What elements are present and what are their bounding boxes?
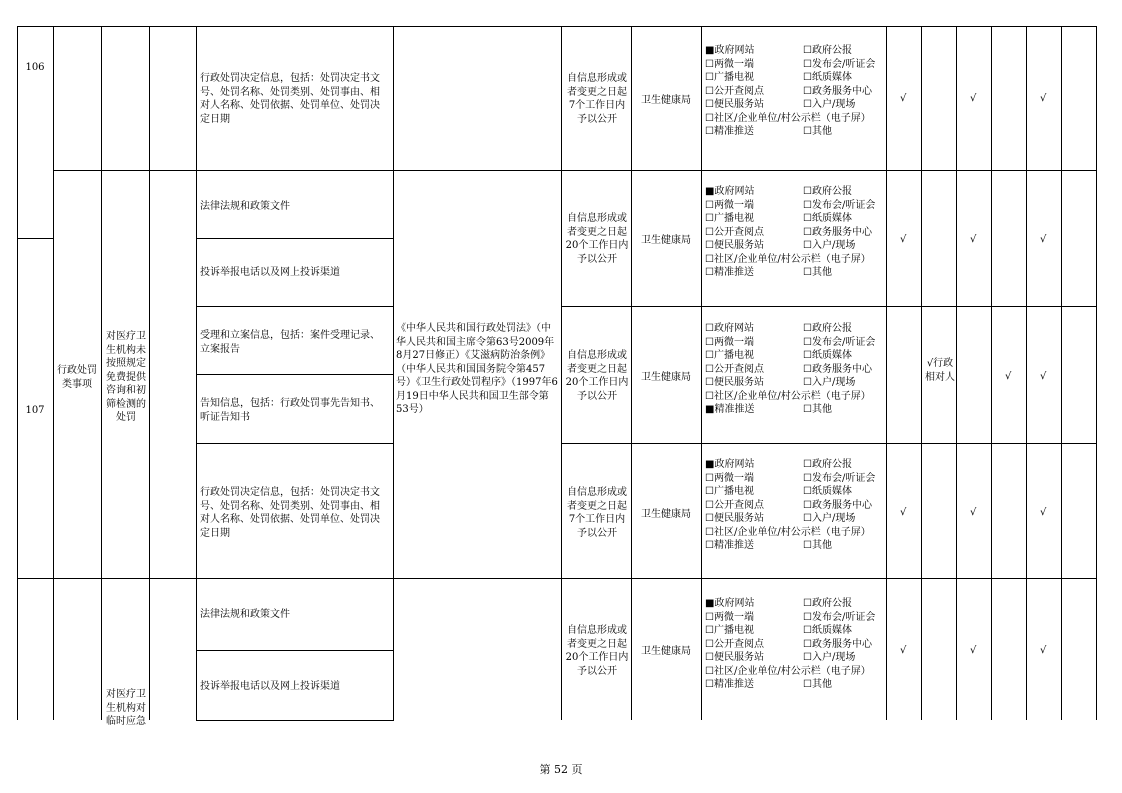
tick-mark: √ bbox=[900, 234, 907, 245]
tick-mark: √ bbox=[1040, 507, 1047, 518]
tick-mark: √ bbox=[970, 645, 977, 656]
row-107-item-name: 对医疗卫生机构未按照规定免费提供咨询和初筛检测的处罚 bbox=[106, 331, 146, 423]
row-107b-authority: 卫生健康局 bbox=[641, 372, 691, 383]
row-107a-authority: 卫生健康局 bbox=[641, 235, 691, 246]
row-107c-channels: ■政府网站 ☐政府公报 ☐两微一端 ☐发布会/听证会 ☐广播电视 ☐纸质媒体 ☐公开查阅点 ☐政务服务中心 ☐便民服务站 ☐入户/现场 ☐社区/企业单位/村公示栏（电子屏） ☐精准推送 ☐其他 bbox=[705, 459, 876, 551]
row-107b-time-limit: 自信息形成或者变更之日起20个工作日内予以公开 bbox=[565, 350, 629, 402]
row-107-number: 107 bbox=[25, 405, 45, 416]
row-108-time-limit: 自信息形成或者变更之日起20个工作日内予以公开 bbox=[565, 625, 629, 677]
row-106-authority: 卫生健康局 bbox=[641, 95, 691, 106]
checkbox-unchecked: ☐ bbox=[803, 45, 812, 56]
row-107a-channels: ■政府网站 ☐政府公报 ☐两微一端 ☐发布会/听证会 ☐广播电视 ☐纸质媒体 ☐公开查阅点 ☐政务服务中心 ☐便民服务站 ☐入户/现场 ☐社区/企业单位/村公示栏（电子屏） ☐精准推送 ☐其他 bbox=[705, 186, 876, 278]
row-108-channels: ■政府网站 ☐政府公报 ☐两微一端 ☐发布会/听证会 ☐广播电视 ☐纸质媒体 ☐公开查阅点 ☐政务服务中心 ☐便民服务站 ☐入户/现场 ☐社区/企业单位/村公示栏（电子屏） ☐精准推送 ☐其他 bbox=[705, 598, 876, 690]
tick-mark: √ bbox=[900, 93, 907, 104]
tick-mark: √ bbox=[970, 234, 977, 245]
row-107b-channels: ☐政府网站 ☐政府公报 ☐两微一端 ☐发布会/听证会 ☐广播电视 ☐纸质媒体 ☐公开查阅点 ☐政务服务中心 ☐便民服务站 ☐入户/现场 ☐社区/企业单位/村公示栏（电子屏） ■精准推送 ☐其他 bbox=[705, 323, 876, 415]
row-107-content-filing: 受理和立案信息，包括：案件受理记录、立案报告 bbox=[200, 330, 380, 355]
tick-mark: √ bbox=[900, 645, 907, 656]
tick-mark: √ bbox=[1040, 234, 1047, 245]
row-107-legal-basis: 《中华人民共和国行政处罚法》（中华人民共和国主席令第63号2009年8月27日修正）《艾滋病防治条例》（中华人民共和国国务院令第457号）《卫生行政处罚程序》（1997年6月19日中华人民共和国卫生部令第53号） bbox=[396, 323, 558, 415]
tick-mark: √ bbox=[1005, 371, 1012, 382]
row-108-authority: 卫生健康局 bbox=[641, 646, 691, 657]
row-107-content-complaints: 投诉举报电话以及网上投诉渠道 bbox=[200, 267, 340, 278]
checkbox-checked: ■ bbox=[705, 45, 715, 56]
row-107-category: 行政处罚类事项 bbox=[57, 365, 97, 390]
tick-mark: √ bbox=[970, 507, 977, 518]
row-107-content-notice: 告知信息，包括：行政处罚事先告知书、听证告知书 bbox=[200, 398, 380, 423]
row-107a-time-limit: 自信息形成或者变更之日起20个工作日内予以公开 bbox=[565, 213, 629, 265]
row-106-content: 行政处罚决定信息，包括：处罚决定书文号、处罚名称、处罚类别、处罚事由、相对人名称、处罚依据、处罚单位、处罚决定日期 bbox=[200, 73, 380, 125]
row-107c-authority: 卫生健康局 bbox=[641, 509, 691, 520]
row-107-content-laws: 法律法规和政策文件 bbox=[200, 201, 290, 212]
row-108-content-laws: 法律法规和政策文件 bbox=[200, 609, 290, 620]
row-108-item-name: 对医疗卫生机构对临时应急 bbox=[106, 689, 146, 727]
row-107c-time-limit: 自信息形成或者变更之日起7个工作日内予以公开 bbox=[567, 487, 627, 539]
tick-mark: √ bbox=[1040, 371, 1047, 382]
tick-mark: √ bbox=[900, 507, 907, 518]
row-106-time-limit: 自信息形成或者变更之日起7个工作日内予以公开 bbox=[567, 73, 627, 125]
page-footer: 第 52 页 bbox=[539, 763, 583, 776]
tick-mark: √ bbox=[1040, 93, 1047, 104]
row-106-number: 106 bbox=[25, 62, 45, 73]
row-108-content-complaints: 投诉举报电话以及网上投诉渠道 bbox=[200, 681, 340, 692]
tick-mark: √ bbox=[1040, 645, 1047, 656]
row-106-channels: ■政府网站 ☐政府公报 ☐两微一端 ☐发布会/听证会 ☐广播电视 ☐纸质媒体 ☐公开查阅点 ☐政务服务中心 ☐便民服务站 ☐入户/现场 ☐社区/企业单位/村公示栏（电子屏） ☐精准推送 ☐其他 bbox=[705, 45, 876, 137]
row-107-content-decision: 行政处罚决定信息，包括：处罚决定书文号、处罚名称、处罚类别、处罚事由、相对人名称、处罚依据、处罚单位、处罚决定日期 bbox=[200, 487, 380, 539]
tick-mark: √ bbox=[970, 93, 977, 104]
row-107b-target-party: √行政相对人 bbox=[925, 358, 955, 383]
